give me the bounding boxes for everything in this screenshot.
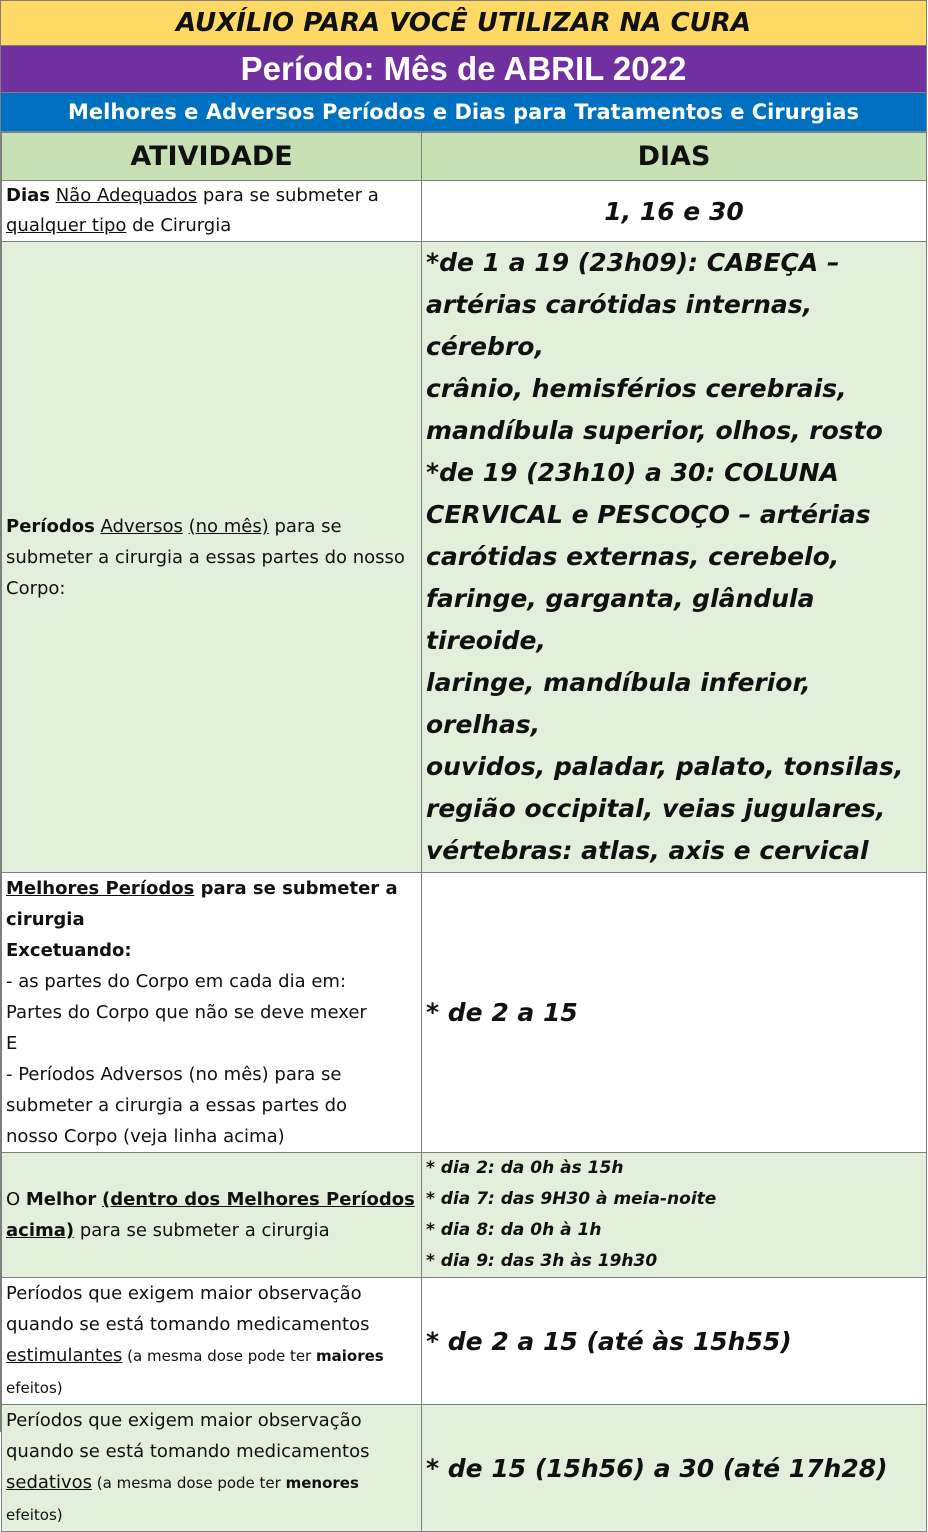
activity-text: menores (285, 1474, 359, 1492)
days-line: vértebras: atlas, axis e cervical (426, 836, 869, 865)
activity-text: estimulantes (6, 1345, 123, 1366)
schedule-table (1, 132, 927, 1532)
days-line: CERVICAL e PESCOÇO – artérias (426, 500, 871, 529)
activity-text: para se submeter a cirurgia a essas partes do nosso Corpo: (6, 515, 405, 599)
days-line: laringe, mandíbula inferior, orelhas, (426, 668, 811, 739)
days-line: * dia 8: da 0h à 1h (426, 1220, 602, 1240)
days-line: ouvidos, paladar, palato, tonsilas, (426, 752, 904, 781)
title-text: AUXÍLIO PARA VOCÊ UTILIZAR NA CURA (176, 8, 751, 38)
activity-text: Melhor (25, 1189, 97, 1210)
activity-text: para se submeter a cirurgia (74, 1220, 330, 1241)
subtitle-text: Melhores e Adversos Períodos e Dias para Tratamentos e Cirurgias (68, 100, 859, 124)
days-cell: * de 2 a 15 (até às 15h55) (422, 1278, 927, 1405)
activity-text: Adversos (100, 515, 183, 537)
activity-text: (no mês) (188, 515, 269, 537)
days-line: * dia 7: das 9H30 à meia-noite (426, 1189, 717, 1209)
days-line: crânio, hemisférios cerebrais, (426, 374, 847, 403)
activity-cell (2, 873, 422, 1153)
activity-cell (2, 181, 422, 242)
activity-text: submeter a cirurgia a essas partes do (6, 1095, 348, 1116)
activity-text: sedativos (6, 1472, 93, 1493)
activity-text: acima) (6, 1220, 75, 1241)
activity-cell (2, 242, 422, 873)
activity-text: - Períodos Adversos (no mês) para se (6, 1064, 342, 1085)
table-row (2, 181, 927, 242)
subtitle-banner (1, 93, 926, 132)
title-banner (1, 1, 926, 46)
days-cell (422, 1153, 927, 1278)
table-row (2, 242, 927, 873)
days-header: DIAS (422, 133, 927, 181)
activity-cell (2, 1153, 422, 1278)
activity-text: para se submeter a (197, 185, 379, 206)
activity-text: Melhores Períodos (6, 878, 195, 899)
days-line: carótidas externas, cerebelo, (426, 542, 840, 571)
days-cell: * de 2 a 15 (422, 873, 927, 1153)
activity-text: Excetuando: (6, 940, 132, 961)
days-line: * dia 9: das 3h às 19h30 (426, 1251, 658, 1271)
activity-text: Períodos (6, 515, 95, 537)
days-cell: 1, 16 e 30 (422, 181, 927, 242)
activity-text: para se submeter a cirurgia (6, 878, 398, 930)
table-row (2, 873, 927, 1153)
activity-text: (a mesma dose pode ter (92, 1474, 286, 1492)
activity-text: Períodos que exigem maior observação quando se está tomando medicamentos (6, 1283, 370, 1335)
activity-text: (a mesma dose pode ter (122, 1347, 316, 1365)
activity-text: (dentro dos Melhores Períodos (101, 1189, 415, 1210)
period-banner (1, 46, 926, 93)
activity-text: qualquer tipo (6, 215, 127, 236)
days-cell (422, 242, 927, 873)
activity-text: efeitos) (6, 1506, 63, 1524)
days-line: região occipital, veias jugulares, (426, 794, 886, 823)
activity-header: ATIVIDADE (2, 133, 422, 181)
activity-text: Períodos que exigem maior observação quando se está tomando medicamentos (6, 1410, 370, 1462)
activity-cell (2, 1278, 422, 1405)
activity-text: Partes do Corpo que não se deve mexer (6, 1002, 367, 1023)
activity-text: O (6, 1189, 26, 1210)
table-row (2, 1405, 927, 1532)
activity-text: maiores (316, 1347, 384, 1365)
activity-text: efeitos) (6, 1379, 63, 1397)
activity-text: Dias (6, 185, 50, 206)
activity-text: Não Adequados (55, 185, 198, 206)
days-cell: * de 15 (15h56) a 30 (até 17h28) (422, 1405, 927, 1532)
table-row (2, 1278, 927, 1405)
period-text: Período: Mês de ABRIL 2022 (240, 50, 687, 87)
activity-text: - as partes do Corpo em cada dia em: (6, 971, 347, 992)
days-line: mandíbula superior, olhos, rosto (426, 416, 883, 445)
days-line: * dia 2: da 0h às 15h (426, 1158, 624, 1178)
table-row (2, 1153, 927, 1278)
days-line: artérias carótidas internas, cérebro, (426, 290, 813, 361)
activity-text: de Cirurgia (126, 215, 232, 236)
days-line: *de 1 a 19 (23h09): CABEÇA – (426, 248, 840, 277)
activity-text: E (6, 1033, 18, 1054)
activity-cell (2, 1405, 422, 1532)
days-line: *de 19 (23h10) a 30: COLUNA (426, 458, 839, 487)
activity-text: nosso Corpo (veja linha acima) (6, 1126, 285, 1147)
table-header-row (2, 133, 927, 181)
days-line: faringe, garganta, glândula tireoide, (426, 584, 815, 655)
